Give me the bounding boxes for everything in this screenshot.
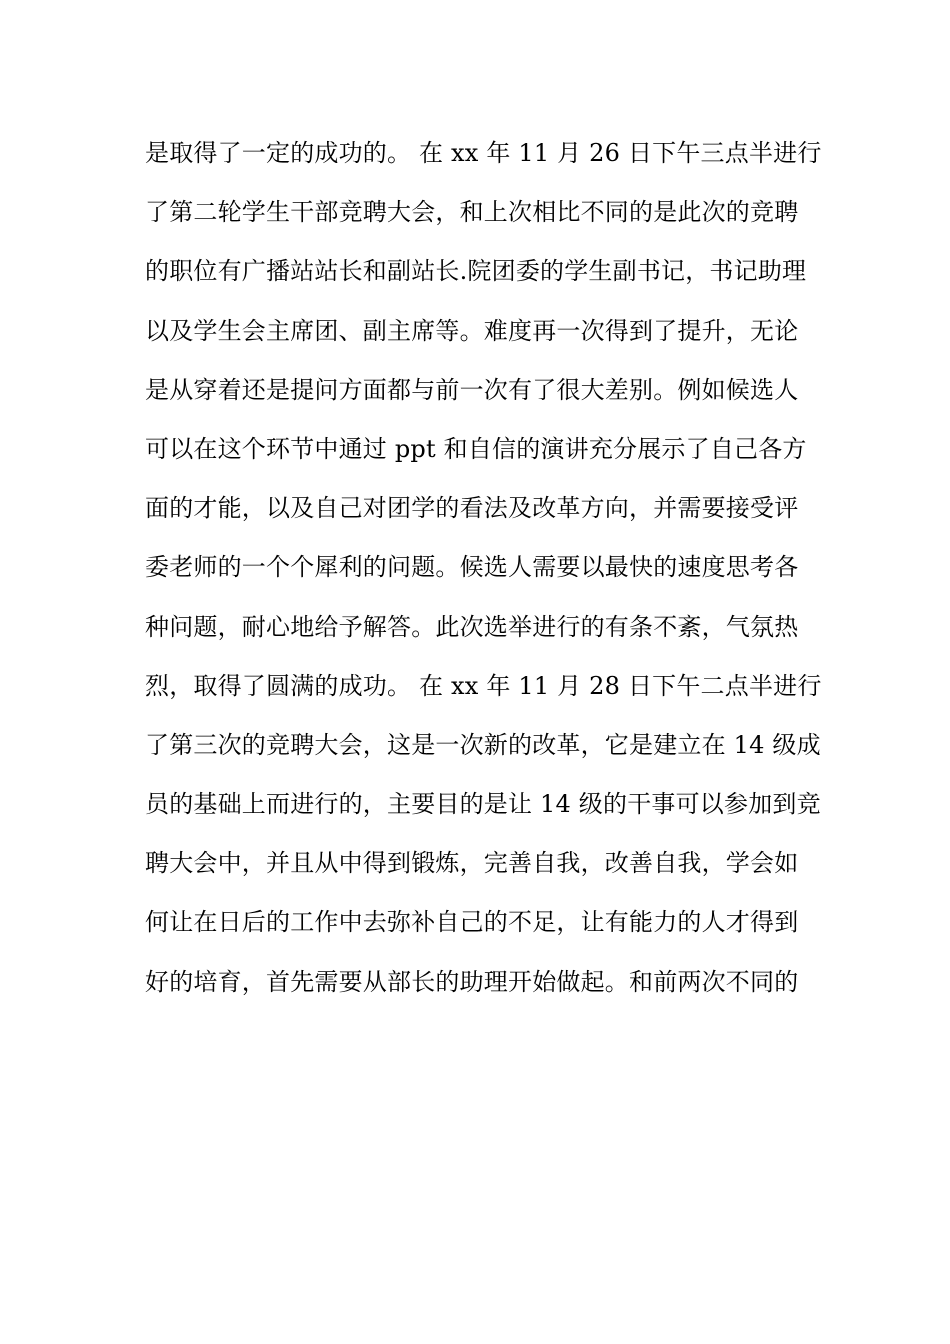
text-line-2: 了第二轮学生干部竞聘大会，和上次相比不同的是此次的竞聘 <box>145 198 799 227</box>
text-line-6: 可以在这个环节中通过 ppt 和自信的演讲充分展示了自己各方 <box>145 434 807 463</box>
text-line-9: 种问题，耐心地给予解答。此次选举进行的有条不紊，气氛热 <box>145 612 799 641</box>
text-line-12: 员的基础上而进行的，主要目的是让 14 级的干事可以参加到竞 <box>145 790 821 819</box>
text-line-3: 的职位有广播站站长和副站长.院团委的学生副书记，书记助理 <box>145 257 807 286</box>
text-line-4: 以及学生会主席团、副主席等。难度再一次得到了提升，无论 <box>145 316 799 345</box>
text-line-13: 聘大会中，并且从中得到锻炼，完善自我，改善自我，学会如 <box>145 849 799 878</box>
text-line-10: 烈，取得了圆满的成功。 在 xx 年 11 月 28 日下午二点半进行 <box>145 671 822 700</box>
text-line-1: 是取得了一定的成功的。 在 xx 年 11 月 26 日下午三点半进行 <box>145 139 822 167</box>
text-line-14: 何让在日后的工作中去弥补自己的不足，让有能力的人才得到 <box>145 908 799 937</box>
text-line-15: 好的培育，首先需要从部长的助理开始做起。和前两次不同的 <box>145 967 799 996</box>
text-line-7: 面的才能，以及自己对团学的看法及改革方向，并需要接受评 <box>145 494 799 523</box>
body-text <box>145 128 822 1016</box>
text-line-5: 是从穿着还是提问方面都与前一次有了很大差别。例如候选人 <box>145 375 799 404</box>
text-line-11: 了第三次的竞聘大会，这是一次新的改革，它是建立在 14 级成 <box>145 730 821 759</box>
text-line-8: 委老师的一个个犀利的问题。候选人需要以最快的速度思考各 <box>145 553 799 582</box>
